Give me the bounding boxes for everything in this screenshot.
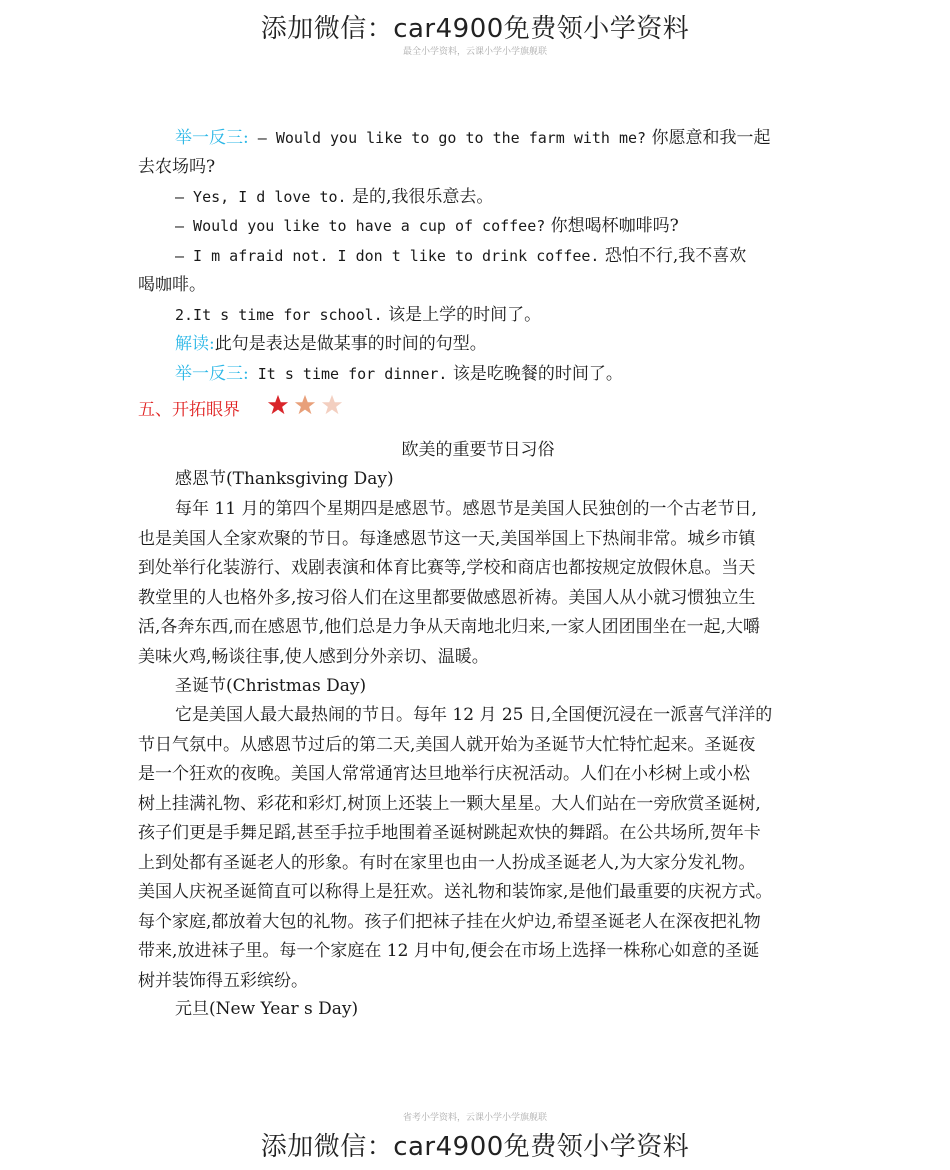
q1-english: — Would you like to go to the farm with me? — [248, 129, 647, 147]
practice2-line — [175, 360, 815, 388]
article-title: 欧美的重要节日习俗 — [401, 440, 555, 460]
header-faint-text: 最全小学资料，云课小学小学旗舰联 — [402, 47, 547, 57]
paragraph-line: 它是美国人最大最热闹的节日。每年 12 月 25 日,全国便沉浸在一派喜气洋洋的 — [175, 705, 773, 725]
a2-chinese: 恐怕不行,我不喜欢 — [599, 246, 747, 266]
item2-chinese: 该是上学的时间了。 — [382, 305, 542, 325]
q1-continuation: 去农场吗? — [138, 157, 216, 177]
section5-heading: 五、开拓眼界 — [138, 400, 240, 420]
newyear-title: 元旦(New Year s Day) — [175, 999, 359, 1019]
a1-english: — Yes, I d love to. — [175, 188, 347, 206]
paragraph-line: 是一个狂欢的夜晚。美国人常常通宵达旦地举行庆祝活动。人们在小杉树上或小松 — [138, 764, 750, 784]
paragraph-line: 上到处都有圣诞老人的形象。有时在家里也由一人扮成圣诞老人,为大家分发礼物。 — [138, 852, 756, 873]
a2-line — [175, 242, 815, 270]
top-banner: 添加微信：car4900免费领小学资料 — [260, 14, 690, 44]
paragraph-line: 树上挂满礼物、彩花和彩灯,树顶上还装上一颗大星星。大人们站在一旁欣赏圣诞树, — [138, 793, 761, 814]
paragraph-line: 节日气氛中。从感恩节过后的第二天,美国人就开始为圣诞节大忙特忙起来。圣诞夜 — [138, 734, 756, 755]
bottom-banner: 添加微信：car4900免费领小学资料 — [260, 1132, 690, 1162]
star-icon — [294, 394, 316, 416]
paragraph-line: 活,各奔东西,而在感恩节,他们总是力争从天南地北归来,一家人团团围坐在一起,大嚼 — [138, 617, 761, 637]
practice2-label: 举一反三: — [175, 364, 249, 384]
thanksgiving-title: 感恩节(Thanksgiving Day) — [175, 469, 394, 489]
paragraph-line: 带来,放进袜子里。每一个家庭在 12 月中旬,便会在市场上选择一株称心如意的圣诞 — [138, 941, 760, 961]
a2-english: — I m afraid not. I don t like to drink coffee. — [175, 247, 600, 265]
explain-label: 解读: — [175, 334, 215, 354]
footer-faint-text: 省考小学资料，云课小学小学旗舰联 — [402, 1113, 547, 1123]
example-q1-line — [175, 124, 815, 152]
paragraph-line: 美味火鸡,畅谈往事,使人感到分外亲切、温暖。 — [138, 646, 489, 667]
paragraph-line: 教堂里的人也格外多,按习俗人们在这里都要做感恩祈祷。美国人从小就习惯独立生 — [138, 587, 756, 608]
item2-english: 2.It s time for school. — [175, 306, 383, 324]
paragraph-line: 美国人庆祝圣诞简直可以称得上是狂欢。送礼物和装饰家,是他们最重要的庆祝方式。 — [138, 882, 773, 902]
rating-stars — [267, 394, 343, 420]
paragraph-line: 到处举行化装游行、戏剧表演和体育比赛等,学校和商店也都按规定放假休息。当天 — [138, 558, 756, 578]
item2-line — [175, 301, 815, 329]
paragraph-line: 树并装饰得五彩缤纷。 — [138, 970, 308, 991]
explain-text: 此句是表达是做某事的时间的句型。 — [214, 334, 487, 354]
paragraph-line: 每年 11 月的第四个星期四是感恩节。感恩节是美国人民独创的一个古老节日, — [175, 499, 757, 519]
half-star-icon — [321, 394, 343, 416]
practice-label: 举一反三: — [175, 128, 249, 148]
q2-english: — Would you like to have a cup of coffee? — [175, 217, 546, 235]
q2-line — [175, 212, 815, 240]
practice2-chinese: 该是吃晚餐的时间了。 — [447, 364, 623, 384]
practice2-english: It s time for dinner. — [248, 365, 448, 383]
paragraph-line: 也是美国人全家欢聚的节日。每逢感恩节这一天,美国举国上下热闹非常。城乡市镇 — [138, 528, 756, 549]
paragraph-line: 孩子们更是手舞足蹈,甚至手拉手地围着圣诞树跳起欢快的舞蹈。在公共场所,贺年卡 — [138, 823, 761, 843]
explain-line — [175, 330, 815, 358]
q1-chinese: 你愿意和我一起 — [646, 128, 771, 148]
q2-chinese: 你想喝杯咖啡吗? — [545, 216, 679, 236]
paragraph-line: 每个家庭,都放着大包的礼物。孩子们把袜子挂在火炉边,希望圣诞老人在深夜把礼物 — [138, 911, 761, 932]
a1-line — [175, 183, 815, 211]
a1-chinese: 是的,我很乐意去。 — [346, 187, 494, 207]
a2-continuation: 喝咖啡。 — [138, 275, 206, 295]
star-icon — [267, 394, 289, 416]
christmas-title: 圣诞节(Christmas Day) — [175, 676, 367, 696]
